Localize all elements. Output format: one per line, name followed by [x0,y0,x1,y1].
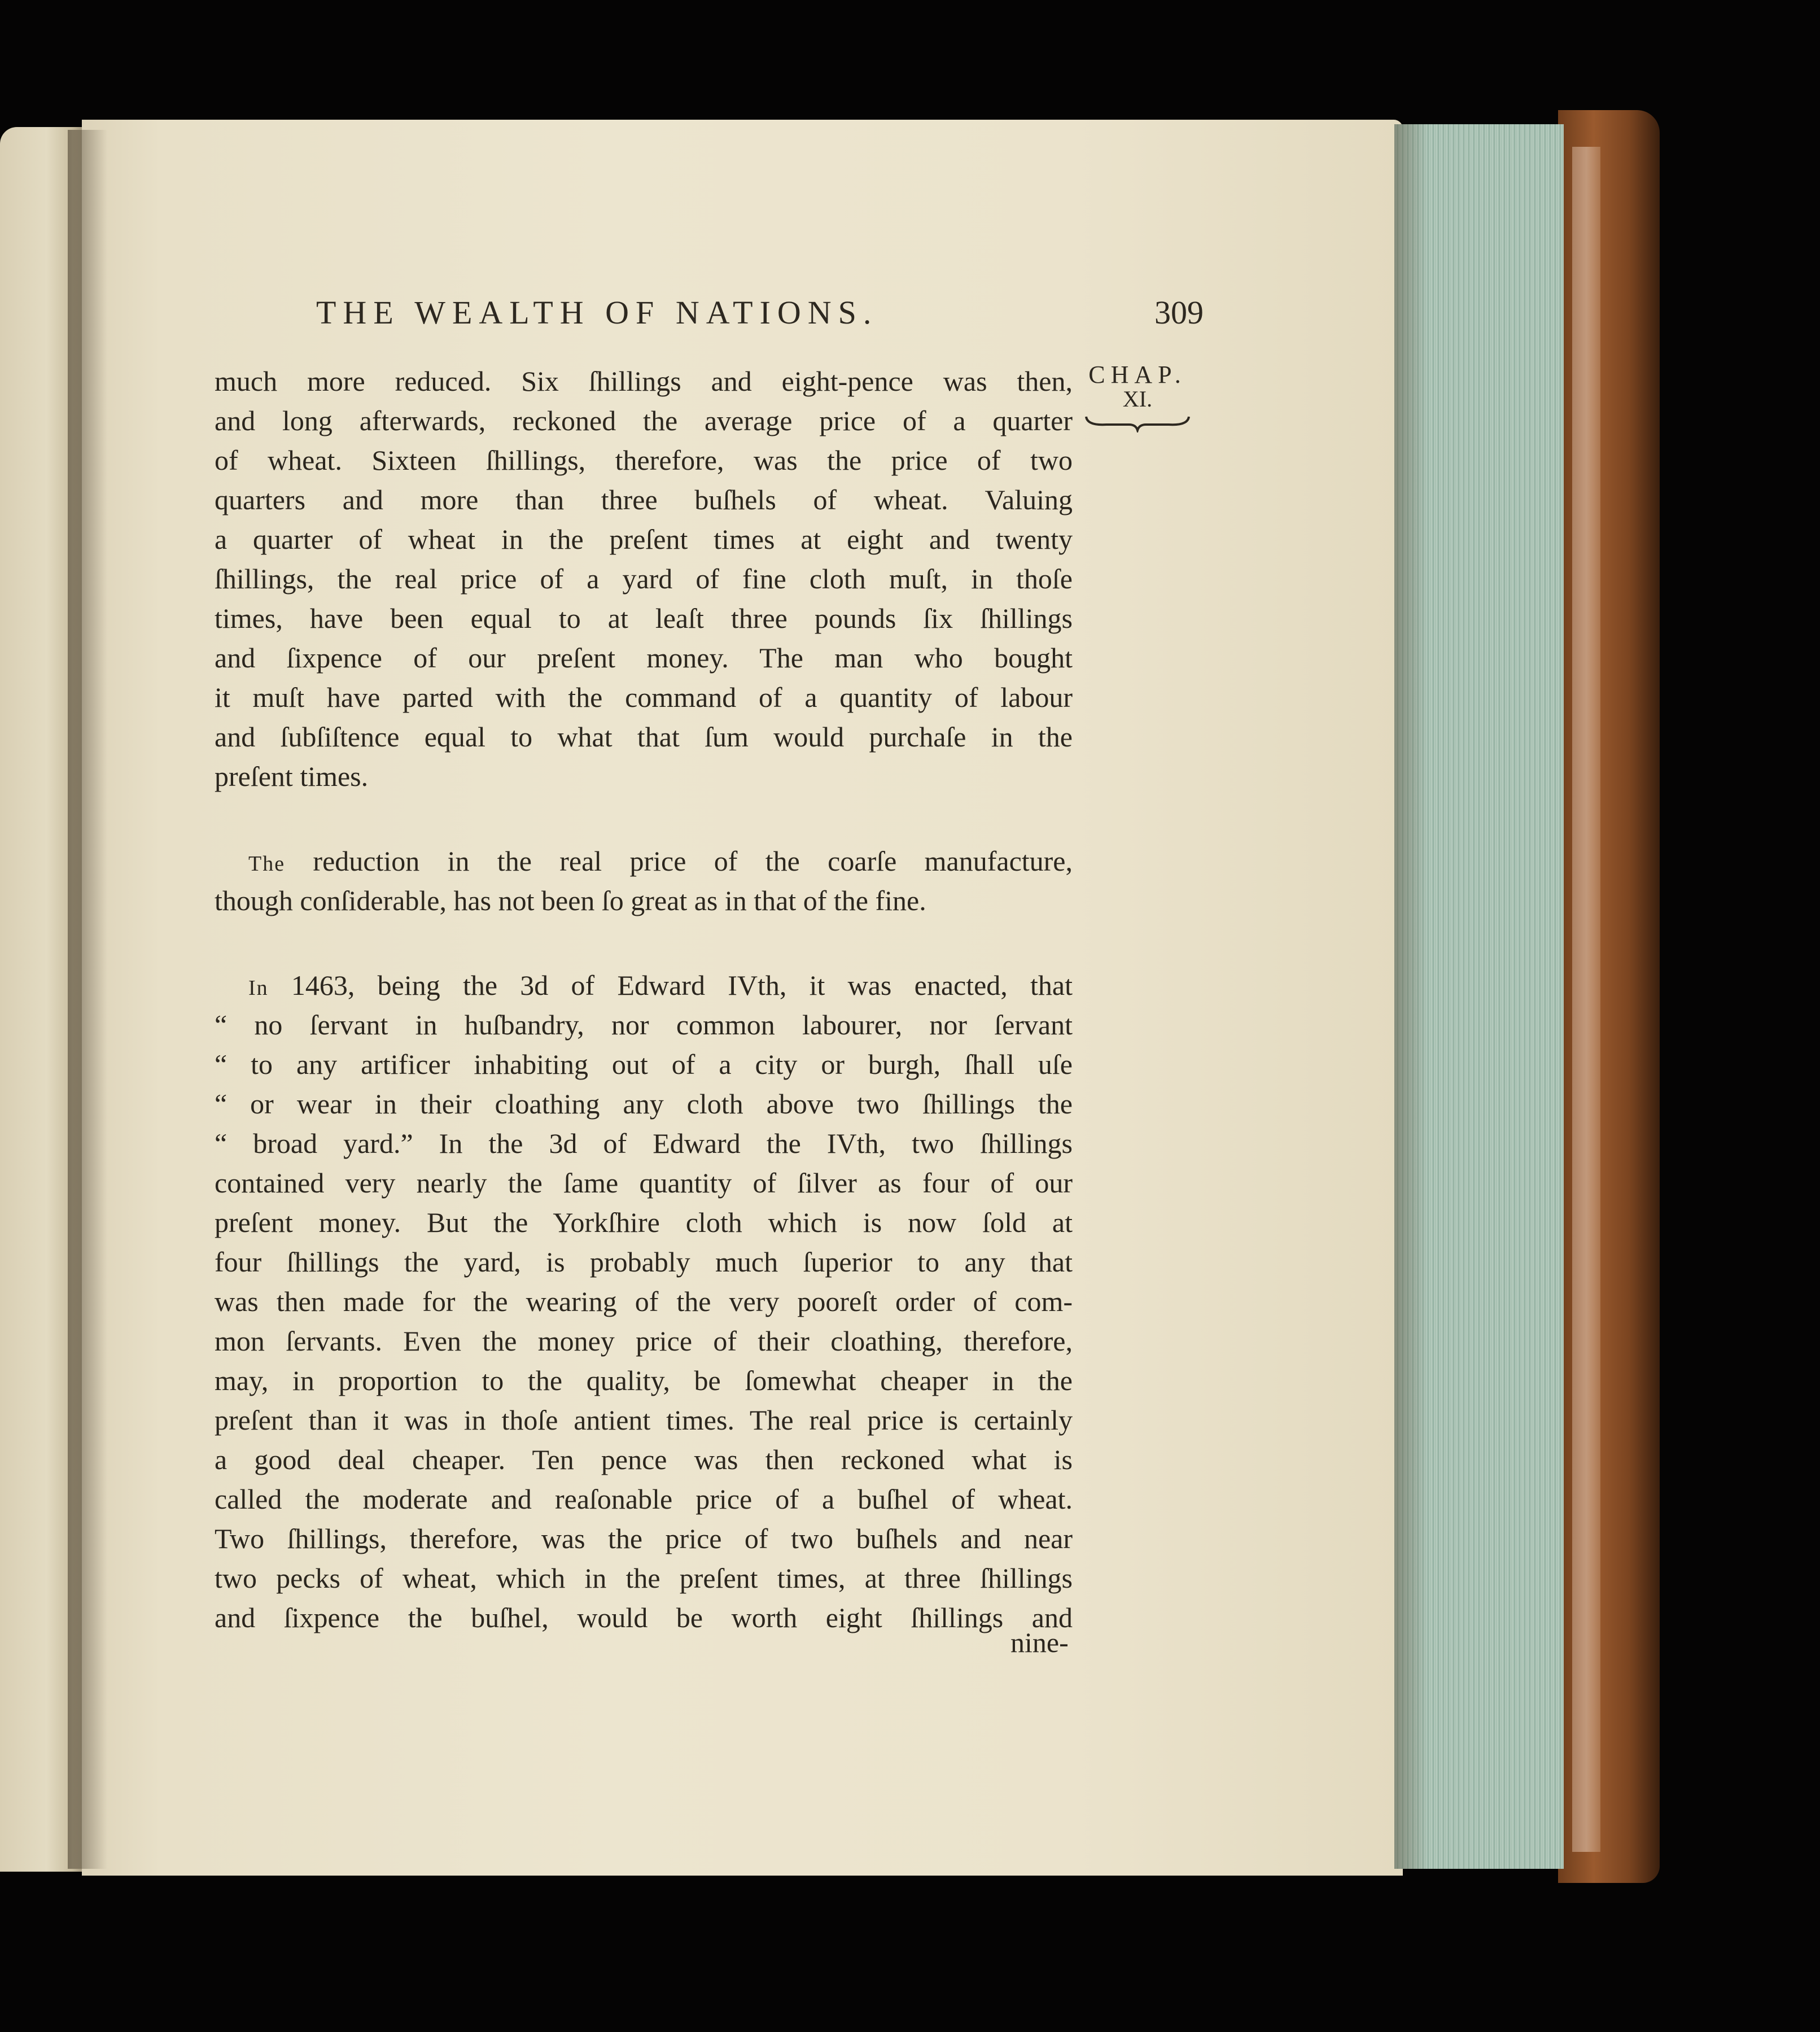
text-line: times, have been equal to at leaſt three pounds ſix ſhillings [215,602,1073,634]
text-line: called the moderate and reaſonable price of a buſhel of wheat. [215,1483,1073,1515]
small-caps-lead: The [248,852,286,876]
page-edge-shade [1394,124,1428,1869]
text-line: and ſixpence of our preſent money. The man who bought [215,642,1073,674]
brace-icon [1084,413,1191,432]
text-line: Two ſhillings, therefore, was the price of two buſhels and near [215,1523,1073,1554]
paragraph-1 [215,361,1073,796]
cover-edge [1572,147,1600,1852]
small-caps-lead: In [248,976,269,1000]
text-line: much more reduced. Six ſhillings and eight-pence was then, [215,365,1073,397]
text-line: a good deal cheaper. Ten pence was then reckoned what is [215,1444,1073,1475]
text-line: two pecks of wheat, which in the preſent times, at three ſhillings [215,1562,1073,1594]
text-line: “ no ſervant in huſbandry, nor common labourer, nor ſervant [215,1009,1073,1041]
line-text: 1463, being the 3d of Edward IVth, it was enacted, that [291,969,1073,1001]
text-line: “ to any artificer inhabiting out of a city or burgh, ſhall uſe [215,1048,1073,1080]
text-line: and ſubſiſtence equal to what that ſum would purchaſe in the [215,721,1073,753]
text-line: it muſt have parted with the command of a quantity of labour [215,681,1073,713]
text-line: was then made for the wearing of the very pooreſt order of com- [215,1286,1073,1317]
text-line: and ſixpence the buſhel, would be worth eight ſhillings and [215,1602,1073,1633]
text-line: “ broad yard.” In the 3d of Edward the IVth, two ſhillings [215,1128,1073,1159]
text-line [215,841,1073,881]
text-line [215,965,1073,1005]
marginal-chapter-note [1075,360,1200,432]
text-line: preſent times. [215,761,369,792]
line-text: reduction in the real price of the coarſe manufacture, [313,845,1073,877]
gutter-shadow [68,130,107,1869]
text-line: contained very nearly the ſame quantity of ſilver as four of our [215,1167,1073,1199]
chap-number: XI. [1122,386,1153,412]
text-line: quarters and more than three buſhels of wheat. Valuing [215,484,1073,515]
text-line: four ſhillings the yard, is probably much ſuperior to any that [215,1246,1073,1278]
text-line: mon ſervants. Even the money price of their cloathing, therefore, [215,1325,1073,1357]
catchword: nine- [1010,1627,1069,1658]
text-line: and long afterwards, reckoned the average price of a quarter [215,405,1073,436]
text-line: a quarter of wheat in the preſent times at eight and twenty [215,523,1073,555]
page-number: 309 [1154,294,1204,331]
text-line: preſent money. But the Yorkſhire cloth which is now ſold at [215,1207,1073,1238]
text-line: preſent than it was in thoſe antient times. The real price is certainly [215,1404,1073,1436]
running-head: THE WEALTH OF NATIONS. [316,294,878,331]
paragraph-3 [215,965,1073,1637]
chap-label: CHAP. [1088,361,1187,388]
text-line: ſhillings, the real price of a yard of fine cloth muſt, in thoſe [215,563,1073,595]
paragraph-2 [215,841,1073,920]
text-line: though conſiderable, has not been ſo great as in that of the fine. [215,885,926,916]
text-line: may, in proportion to the quality, be ſomewhat cheaper in the [215,1365,1073,1396]
text-line: of wheat. Sixteen ſhillings, therefore, was the price of two [215,444,1073,476]
text-line: “ or wear in their cloathing any cloth above two ſhillings the [215,1088,1073,1120]
